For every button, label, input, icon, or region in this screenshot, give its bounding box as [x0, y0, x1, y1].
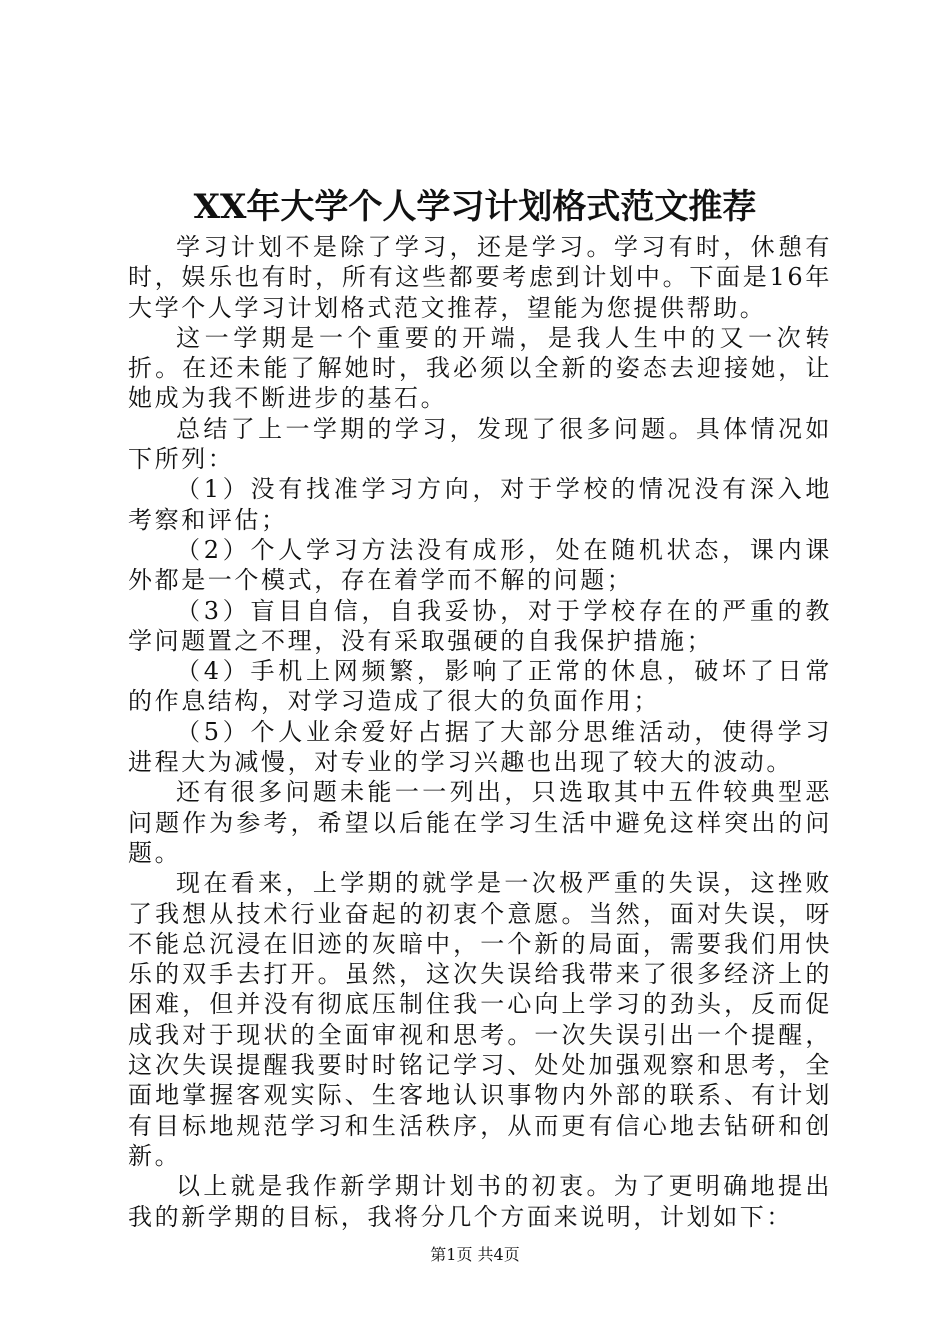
- document-body: [128, 232, 832, 1232]
- document-title: XX年大学个人学习计划格式范文推荐: [193, 187, 757, 227]
- paragraph-intro: 学习计划不是除了学习，还是学习。学习有时，休憩有时，娱乐也有时，所有这些都要考虑到计划中。下面是16年大学个人学习计划格式范文推荐，望能为您提供帮助。: [128, 233, 832, 322]
- list-item-1: （1）没有找准学习方向，对于学校的情况没有深入地考察和评估；: [128, 475, 832, 534]
- paragraph-turning-point: 这一学期是一个重要的开端，是我人生中的又一次转折。在还未能了解她时，我必须以全新的姿态去迎接她，让她成为我不断进步的基石。: [128, 323, 832, 413]
- paragraph-other-problems: 还有很多问题未能一一列出，只选取其中五件较典型恶问题作为参考，希望以后能在学习生活中避免这样突出的问题。: [128, 778, 832, 867]
- list-item-5: （5）个人业余爱好占据了大部分思维活动，使得学习进程大为减慢，对专业的学习兴趣也出现了较大的波动。: [128, 717, 832, 777]
- paragraph-summary: 总结了上一学期的学习，发现了很多问题。具体情况如下所列：: [128, 414, 832, 474]
- paragraph-plan-intro: 以上就是我作新学期计划书的初衷。为了更明确地提出我的新学期的目标，我将分几个方面来说明，计划如下：: [128, 1172, 832, 1231]
- paragraph-reflection: 现在看来，上学期的就学是一次极严重的失误，这挫败了我想从技术行业奋起的初衷个意愿。当然，面对失误，呀不能总沉浸在旧迹的灰暗中，一个新的局面，需要我们用快乐的双手去打开。虽然，这次失误给我带来了很多经济上的困难，但并没有彻底压制住我一心向上学习的劲头，反而促成我对于现状的全面审视和思考。一次失误引出一个提醒，这次失误提醒我要时时铭记学习、处处加强观察和思考，全面地掌握客观实际、生客地认识事物内外部的联系、有计划有目标地规范学习和生活秩序，从而更有信心地去钻研和创新。: [128, 869, 832, 1170]
- page-footer: 第1页 共4页: [430, 1245, 520, 1264]
- list-item-2: （2）个人学习方法没有成形，处在随机状态，课内课外都是一个模式，存在着学而不解的问题；: [128, 535, 832, 595]
- list-item-4: （4）手机上网频繁，影响了正常的休息，破坏了日常的作息结构，对学习造成了很大的负面作用；: [128, 657, 832, 716]
- list-item-3: （3）盲目自信，自我妥协，对于学校存在的严重的教学问题置之不理，没有采取强硬的自我保护措施；: [128, 596, 832, 655]
